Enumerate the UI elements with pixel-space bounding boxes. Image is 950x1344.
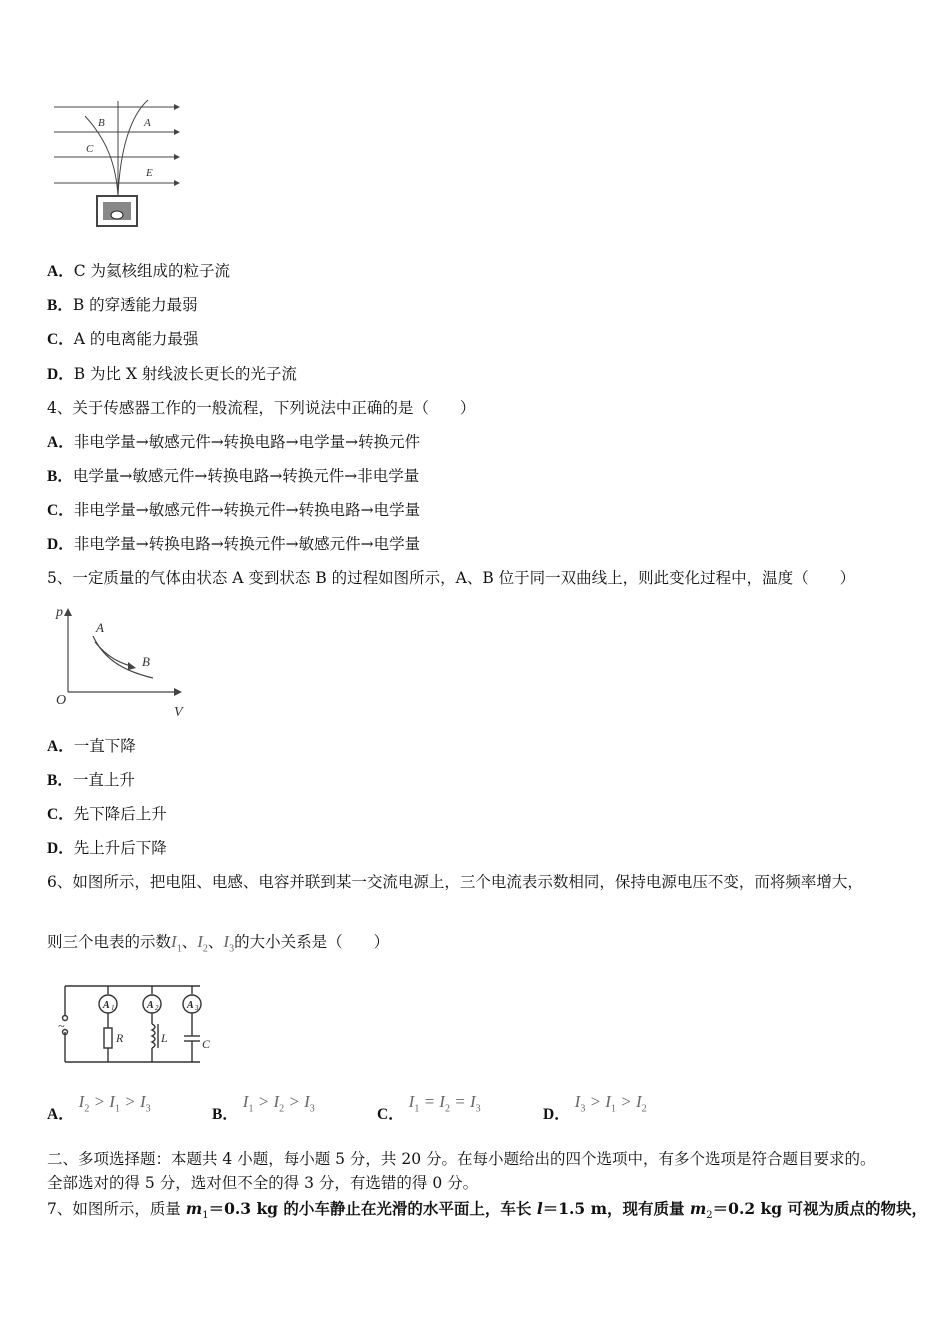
q7-stem: 7、如图所示，质量 $m_1=0.3$ kg 的小车静止在光滑的水平面上，车长 l＝1.5 m，现有质量 $m_2=0.2$ kg 可视为质点的物块， xyxy=(47,1199,927,1222)
q6-option-b[interactable]: B． $I_1 > I_2 > I_3$ xyxy=(212,1092,315,1123)
label-o: O xyxy=(56,693,67,708)
q6-stem-line2: 则三个电表的示数$I_1$、$I_2$、$I_3$的大小关系是（ ） xyxy=(47,932,390,955)
label-c: C xyxy=(86,143,94,155)
q5-option-a[interactable]: A．一直下降 xyxy=(47,737,136,755)
q6-option-d[interactable]: D． $I_3 > I_1 > I_2$ xyxy=(543,1092,647,1123)
label-a: A xyxy=(144,117,151,129)
pv-diagram xyxy=(50,600,195,722)
section2-heading-line2: 全部选对的得 5 分，选对但不全的得 3 分，有选错的得 0 分。 xyxy=(47,1174,479,1192)
q5-stem: 5、一定质量的气体由状态 A 变到状态 B 的过程如图所示，A、B 位于同一双曲线上，则此变化过程中，温度（ ） xyxy=(47,569,856,587)
q4-option-a[interactable]: A．非电学量→敏感元件→转换电路→电学量→转换元件 xyxy=(47,433,421,451)
label-a1: A xyxy=(103,1000,110,1011)
label-a3: A xyxy=(187,1000,194,1011)
q4-option-b[interactable]: B．电学量→敏感元件→转换电路→转换元件→非电学量 xyxy=(47,467,420,485)
label-p: p xyxy=(56,605,63,620)
q4-option-c[interactable]: C．非电学量→敏感元件→转换元件→转换电路→电学量 xyxy=(47,501,421,519)
q5-option-c[interactable]: C．先下降后上升 xyxy=(47,805,167,823)
label-a2-sub: 2 xyxy=(155,1004,159,1012)
q6-option-a[interactable]: A． $I_2 > I_1 > I_3$ xyxy=(47,1092,151,1123)
symbol-i1: $I_1$ xyxy=(171,932,182,955)
label-a3-sub: 3 xyxy=(195,1004,199,1012)
q4-option-d[interactable]: D．非电学量→转换电路→转换元件→敏感元件→电学量 xyxy=(47,535,421,553)
ac-source-symbol: ~ xyxy=(58,1019,65,1033)
label-v: V xyxy=(174,705,183,720)
resistor xyxy=(104,1028,112,1048)
label-c: C xyxy=(202,1037,211,1051)
symbol-i3: $I_3$ xyxy=(223,932,235,955)
q5-option-b[interactable]: B．一直上升 xyxy=(47,771,135,789)
q6-option-c[interactable]: C． $I_1 = I_2 = I_3$ xyxy=(377,1092,481,1123)
symbol-i2: $I_2$ xyxy=(197,932,208,955)
inductor xyxy=(152,1024,155,1048)
label-a1-sub: 1 xyxy=(111,1004,115,1012)
q3-option-d[interactable]: D．B 为比 X 射线波长更长的光子流 xyxy=(47,365,297,383)
q3-option-b[interactable]: B．B 的穿透能力最弱 xyxy=(47,296,198,314)
rlc-circuit-diagram xyxy=(55,980,225,1070)
q3-option-a[interactable]: A．C 为氦核组成的粒子流 xyxy=(47,262,230,280)
q6-stem-line1: 6、如图所示，把电阻、电感、电容并联到某一交流电源上，三个电流表示数相同，保持电源电压不变，而将频率增大， xyxy=(47,873,863,891)
label-e: E xyxy=(146,167,153,179)
path-a xyxy=(118,100,148,196)
label-r: R xyxy=(116,1031,124,1045)
label-a: A xyxy=(96,620,104,635)
label-b: B xyxy=(142,654,150,669)
radiation-deflection-figure xyxy=(50,96,185,231)
section2-heading-line1: 二、多项选择题：本题共 4 小题，每小题 5 分，共 20 分。在每小题给出的四个选项中，有多个选项是符合题目要求的。 xyxy=(47,1150,876,1168)
label-l: L xyxy=(161,1031,168,1045)
q4-stem: 4、关于传感器工作的一般流程，下列说法中正确的是（ ） xyxy=(47,399,476,417)
label-b: B xyxy=(98,117,105,129)
label-a2: A xyxy=(147,1000,154,1011)
q5-option-d[interactable]: D．先上升后下降 xyxy=(47,839,167,857)
q3-option-c[interactable]: C．A 的电离能力最强 xyxy=(47,330,199,348)
